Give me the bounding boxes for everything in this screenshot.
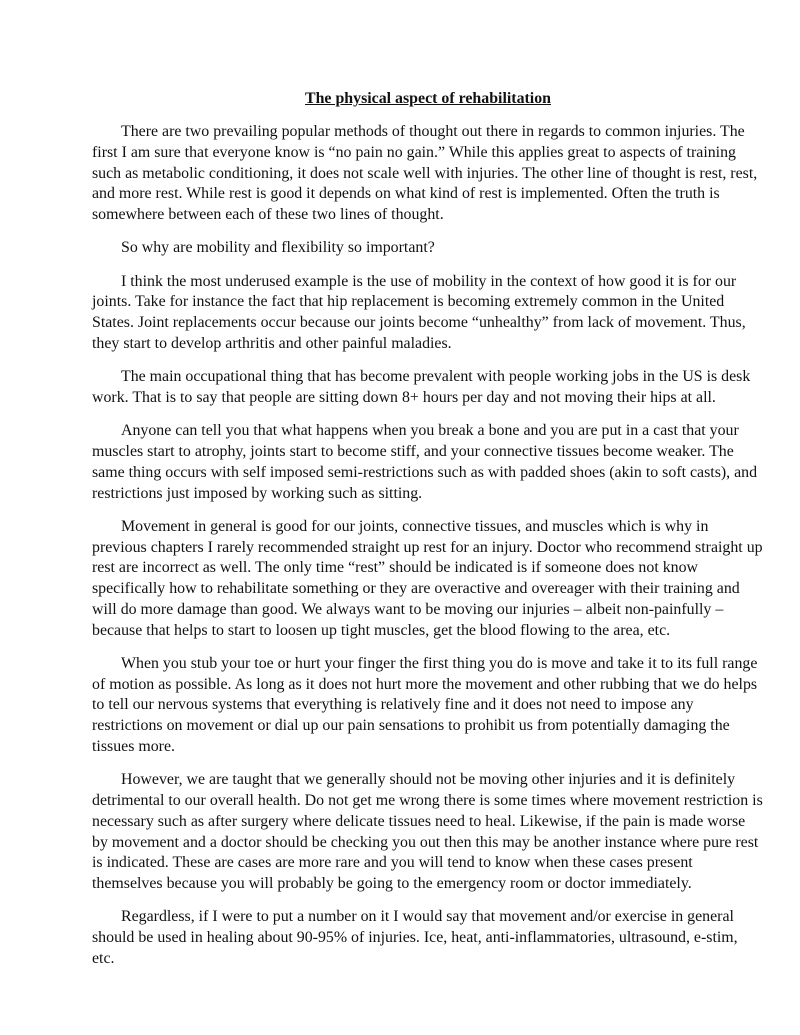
paragraph-mobility-question: So why are mobility and flexibility so important? bbox=[121, 239, 435, 257]
paragraph-movement-restriction: However, we are taught that we generally should not be moving other injuries and it is definitely detrimental to our overall health. Do not get me wrong there is some times where movement restriction is necessary such as after surgery where delicate tissues need to heal. Likewise, if the pain is made worse by movement and a doctor should be checking you out then this may be another instance where pure rest is indicated. These are cases are more rare and you will tend to know when these cases present themselves because you will probably be going to the emergency room or doctor immediately. bbox=[92, 771, 763, 893]
paragraph-desk-work: The main occupational thing that has become prevalent with people working jobs in the US is desk work. That is to say that people are sitting down 8+ hours per day and not moving their hips at all. bbox=[92, 368, 751, 406]
document-title: The physical aspect of rehabilitation bbox=[304, 90, 552, 107]
paragraph-cast-atrophy: Anyone can tell you that what happens when you break a bone and you are put in a cast that your muscles start to atrophy, joints start to become stiff, and your connective tissues become weaker. The same thing occurs with self imposed semi-restrictions such as with padded shoes (akin to soft casts), and restrictions just imposed by working such as sitting. bbox=[92, 422, 758, 502]
paragraph-stub-toe: When you stub your toe or hurt your finger the first thing you do is move and take it to its full range of motion as possible. As long as it does not hurt more the movement and other rubbing that we do helps to tell our nervous systems that everything is relatively fine and it does not need to impose any restrictions on movement or dial up our pain sensations to prohibit us from potentially damaging the tissues more. bbox=[92, 654, 758, 756]
paragraph-movement-good: Movement in general is good for our joints, connective tissues, and muscles which is why in previous chapters I rarely recommended straight up rest for an injury. Doctor who recommend straight up rest are incorrect as well. The only time “rest” should be indicated is if someone does not know specifically how to rehabilitate something or they are overactive and overeager with their training and will do more damage than good. We always want to be moving our injuries – albeit non-painfully – because that helps to start to loosen up tight muscles, get the blood flowing to the area, etc. bbox=[92, 517, 763, 639]
paragraph-regardless: Regardless, if I were to put a number on it I would say that movement and/or exercise in general should be used in healing about 90-95% of injuries. Ice, heat, anti-inflammatories, ultrasound, e-stim, etc. bbox=[92, 908, 738, 968]
paragraph-joint-mobility: I think the most underused example is the use of mobility in the context of how good it is for our joints. Take for instance the fact that hip replacement is becoming extremely common in the United States. Joint replacements occur because our joints become “unhealthy” from lack of movement. Thus, they start to develop arthritis and other painful maladies. bbox=[92, 272, 746, 352]
document-page bbox=[92, 88, 764, 982]
paragraph-prevailing-methods: There are two prevailing popular methods of thought out there in regards to common injuries. The first I am sure that everyone know is “no pain no gain.” While this applies great to aspects of training such as metabolic conditioning, it does not scale well with injuries. The other line of thought is rest, rest, and more rest. While rest is good it depends on what kind of rest is implemented. Often the truth is somewhere between each of these two lines of thought. bbox=[92, 123, 758, 224]
